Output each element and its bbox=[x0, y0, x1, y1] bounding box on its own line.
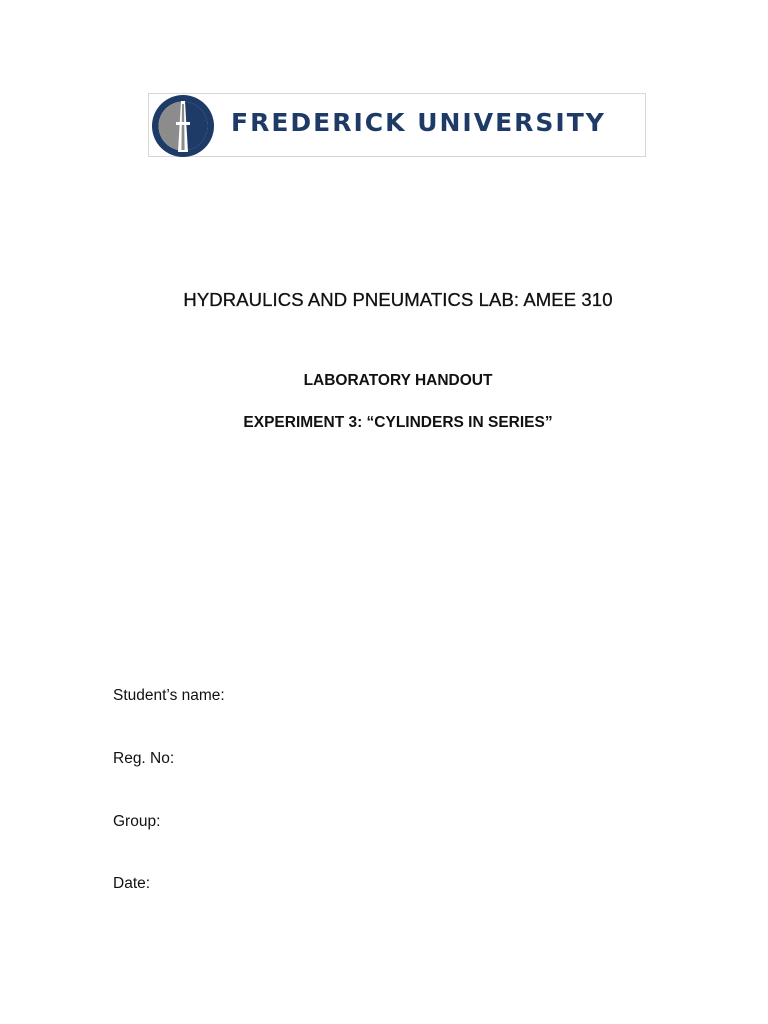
university-compass-emblem-icon bbox=[151, 94, 215, 158]
university-logo-banner bbox=[148, 93, 646, 157]
group-label: Group: bbox=[113, 813, 161, 830]
student-name-label: Student’s name: bbox=[113, 687, 225, 704]
date-label: Date: bbox=[113, 875, 151, 892]
university-wordmark: FREDERICK UNIVERSITY bbox=[231, 108, 606, 137]
handout-label: LABORATORY HANDOUT bbox=[303, 372, 493, 389]
registration-number-label: Reg. No: bbox=[113, 750, 175, 767]
course-title: HYDRAULICS AND PNEUMATICS LAB: AMEE 310 bbox=[183, 289, 613, 310]
experiment-title: EXPERIMENT 3: “CYLINDERS IN SERIES” bbox=[243, 414, 553, 431]
